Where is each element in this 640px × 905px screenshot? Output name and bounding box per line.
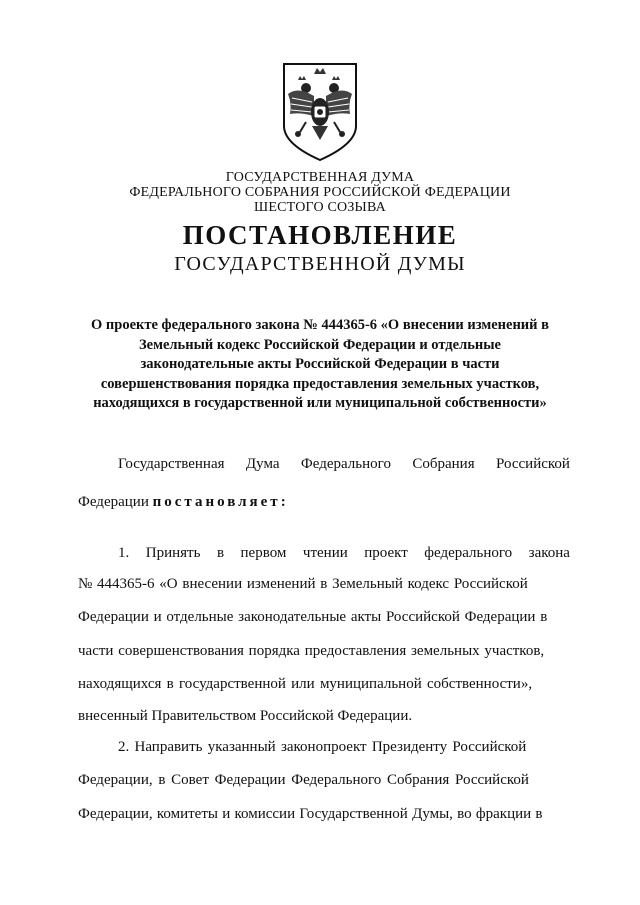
item2-line: 2. Направить указанный законопроект Президенту Российской xyxy=(118,739,527,755)
header-line-convocation: ШЕСТОГО СОЗЫВА xyxy=(254,200,386,215)
word: Государственная xyxy=(118,456,225,472)
item2-line: Федерации, в Совет Федерации Федерального Собрания Российской xyxy=(78,772,529,788)
word: Принять xyxy=(145,545,201,561)
subject-line: находящихся в государственной или муниципальной собственности» xyxy=(93,395,547,411)
item1-line: № 444365-6 «О внесении изменений в Земельный кодекс Российской xyxy=(78,576,528,592)
word: федерального xyxy=(424,545,513,561)
state-emblem-icon xyxy=(268,60,372,164)
header-line-duma: ГОСУДАРСТВЕННАЯ ДУМА xyxy=(225,170,415,185)
preamble-line xyxy=(78,456,570,473)
word: в xyxy=(216,545,225,561)
subject-line: О проекте федерального закона № 444365-6 «О внесении изменений в xyxy=(91,317,549,333)
resolves-word: постановляет xyxy=(152,494,281,510)
word: Федерации xyxy=(78,494,149,510)
word: Российской xyxy=(496,456,570,472)
document-title: ПОСТАНОВЛЕНИЕ xyxy=(182,220,458,250)
item1-line: части совершенствования порядка предоставления земельных участков, xyxy=(78,643,545,659)
item1-line: находящихся в государственной или муниципальной собственности», xyxy=(78,676,533,692)
item2-line: Федерации, комитеты и комиссии Государственной Думы, во фракции в xyxy=(78,806,543,822)
word: проект xyxy=(364,545,408,561)
subject-line: законодательные акты Российской Федерации в части xyxy=(140,356,500,372)
word: Собрания xyxy=(412,456,475,472)
word: 1. xyxy=(118,545,130,561)
word: первом xyxy=(240,545,287,561)
item1-line xyxy=(78,545,570,562)
preamble-line xyxy=(78,494,570,511)
word: Федерального xyxy=(300,456,391,472)
document-subject xyxy=(0,316,640,414)
header-line-assembly: ФЕДЕРАЛЬНОГО СОБРАНИЯ РОССИЙСКОЙ ФЕДЕРАЦИИ xyxy=(129,185,511,200)
subject-line: совершенствования порядка предоставления земельных участков, xyxy=(100,375,540,392)
word: Дума xyxy=(245,456,280,472)
document-subtitle: ГОСУДАРСТВЕННОЙ ДУМЫ xyxy=(174,253,466,275)
colon: : xyxy=(280,494,289,510)
word: закона xyxy=(528,545,570,561)
word: чтении xyxy=(302,545,348,561)
subject-line: Земельный кодекс Российской Федерации и отдельные xyxy=(139,336,501,353)
item1-line: Федерации и отдельные законодательные акты Российской Федерации в xyxy=(78,609,548,625)
item1-line: внесенный Правительством Российской Федерации. xyxy=(78,708,413,724)
